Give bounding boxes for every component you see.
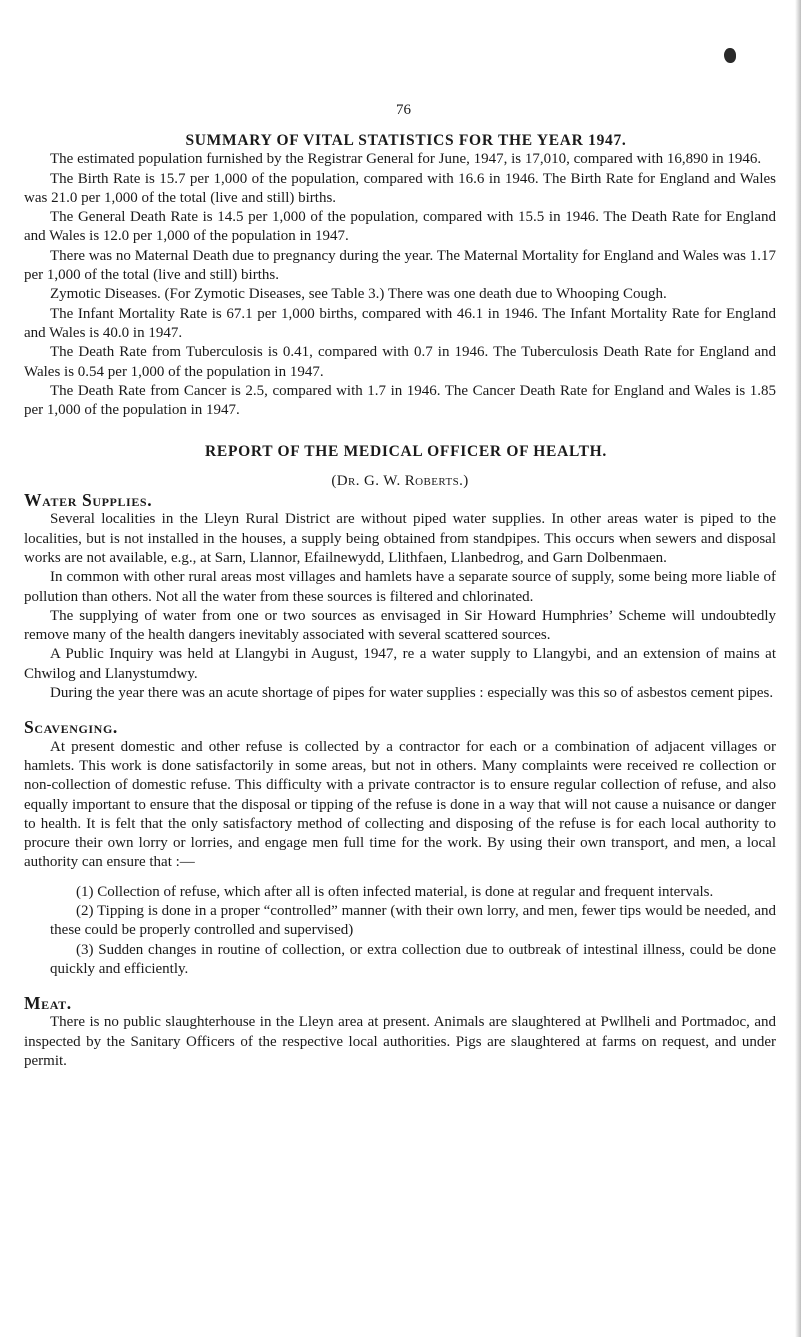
meat-heading: Meat. bbox=[24, 993, 72, 1014]
summary-paragraph: There was no Maternal Death due to pregnancy during the year. The Maternal Mortality for England and Wales was 1.17 per 1,000 of the total (live and still) births. bbox=[24, 247, 776, 284]
water-paragraph: During the year there was an acute shortage of pipes for water supplies : especially was this so of asbestos cement pipes. bbox=[50, 685, 774, 702]
summary-paragraph: The General Death Rate is 14.5 per 1,000 of the population, compared with 15.5 in 1946. The Death Rate for England and Wales is 12.0 per 1,000 of the population in 1947. bbox=[24, 209, 776, 245]
scavenging-list-item: (1) Collection of refuse, which after all is often infected material, is done at regular and frequent intervals. bbox=[76, 883, 714, 900]
report-title: REPORT OF THE MEDICAL OFFICER OF HEALTH. bbox=[205, 443, 607, 461]
water-paragraph: The supplying of water from one or two sources as envisaged in Sir Howard Humphries’ Scheme will undoubtedly remove many of the health dangers inevitably associated with several scattered sources. bbox=[24, 607, 776, 644]
water-paragraph: A Public Inquiry was held at Llangybi in August, 1947, re a water supply to Llangybi, and an extension of mains at Chwilog and Llanystumdwy. bbox=[24, 646, 776, 682]
scavenging-list-item: (3) Sudden changes in routine of collection, or extra collection due to outbreak of intestinal illness, could be done quickly and efficiently. bbox=[50, 941, 776, 977]
summary-paragraph: The Death Rate from Tuberculosis is 0.41, compared with 0.7 in 1946. The Tuberculosis Death Rate for England and Wales is 0.54 per 1,000 of the population in 1947. bbox=[24, 344, 776, 380]
page-edge-shadow bbox=[795, 0, 801, 1337]
water-supplies-heading: Water Supplies. bbox=[24, 490, 153, 511]
page-content bbox=[24, 101, 776, 1071]
page-number: 76 bbox=[396, 102, 411, 118]
water-paragraph: Several localities in the Lleyn Rural District are without piped water supplies. In other areas water is piped to the localities, but is not installed in the houses, a supply being obtained from standpipes. This occurs when sewers and disposal works are not available, e.g., at Sarn, Llannor, Efailnewydd, Llithfaen, Llanbedrog, and Garn Dolbenmaen. bbox=[24, 511, 776, 566]
report-author: (Dr. G. W. Roberts.) bbox=[331, 472, 469, 489]
summary-paragraph: The Infant Mortality Rate is 67.1 per 1,000 births, compared with 46.1 in 1946. The Infant Mortality Rate for England and Wales is 40.0 in 1947. bbox=[24, 305, 776, 341]
summary-paragraph: The Birth Rate is 15.7 per 1,000 of the population, compared with 16.6 in 1946. The Birth Rate for England and Wales was 21.0 per 1,000 of the total (live and still) births. bbox=[24, 170, 776, 206]
summary-paragraph: Zymotic Diseases. (For Zymotic Diseases, see Table 3.) There was one death due to Whooping Cough. bbox=[50, 286, 667, 303]
summary-title: SUMMARY OF VITAL STATISTICS FOR THE YEAR 1947. bbox=[185, 132, 627, 149]
ink-blot-mark bbox=[724, 48, 736, 63]
scavenging-paragraph: At present domestic and other refuse is collected by a contractor for each or a combination of adjacent villages or hamlets. This work is done satisfactorily in some areas, but not in others. Many complaints were received re collection or non-collection of domestic refuse. This difficulty with a private contractor is to ensure regular collection of refuse, and also equally important to ensure that the disposal or tipping of the refuse is done in a way that will not cause a nuisance or danger to health. It is felt that the only satisfactory method of collecting and disposing of the refuse is for each local authority to procure their own lorry or lorries, and engage men full time for the work. By using their own transport, and men, a local authority can ensure that :— bbox=[24, 738, 776, 871]
summary-paragraph: The Death Rate from Cancer is 2.5, compared with 1.7 in 1946. The Cancer Death Rate for England and Wales is 1.85 per 1,000 of the population in 1947. bbox=[24, 382, 776, 419]
water-paragraph: In common with other rural areas most villages and hamlets have a separate source of supply, some being more liable of pollution than others. Not all the water from these sources is filtered and chlorinated. bbox=[24, 569, 776, 605]
meat-paragraph: There is no public slaughterhouse in the Lleyn area at present. Animals are slaughtered at Pwllheli and Portmadoc, and inspected by the Sanitary Officers of the respective local authorities. Pigs are slaughtered at farms on request, and under permit. bbox=[24, 1014, 776, 1070]
summary-paragraph: The estimated population furnished by the Registrar General for June, 1947, is 17,010, compared with 16,890 in 1946. bbox=[50, 151, 762, 168]
scavenging-list-item: (2) Tipping is done in a proper “controlled” manner (with their own lorry, and men, fewer tips would be needed, and these could be properly controlled and supervised) bbox=[50, 902, 776, 939]
scavenging-heading: Scavenging. bbox=[24, 717, 118, 738]
